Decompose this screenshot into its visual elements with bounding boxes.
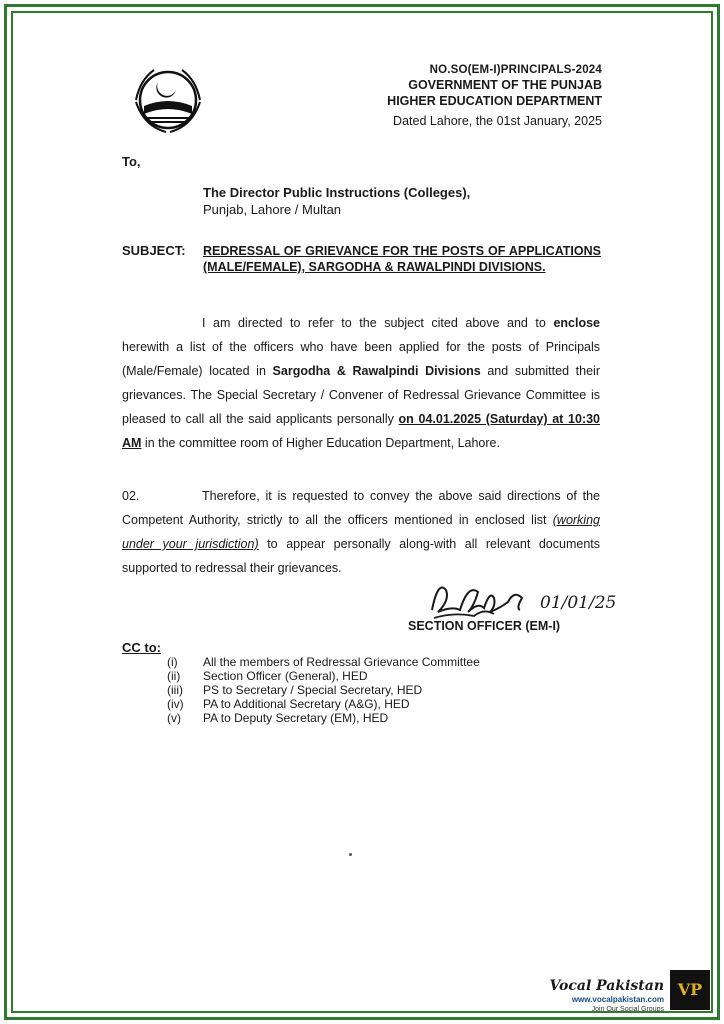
p1-divisions: Sargodha & Rawalpindi Divisions [272, 364, 481, 378]
cc-item [167, 711, 480, 725]
p1-text-4: in the committee room of Higher Education Department, Lahore. [141, 436, 500, 450]
cc-item-number: (i) [167, 655, 178, 669]
cc-list [167, 655, 480, 725]
cc-item [167, 697, 480, 711]
cc-item-text: All the members of Redressal Grievance Committee [203, 655, 480, 669]
cc-item [167, 655, 480, 669]
cc-label: CC to: [122, 640, 161, 655]
p2-number: 02. [122, 489, 140, 503]
p1-enclose: enclose [553, 316, 600, 330]
cc-item-text: PA to Additional Secretary (A&G), HED [203, 697, 410, 711]
signature-date: 01/01/25 [540, 593, 617, 613]
punjab-government-emblem-icon [128, 60, 208, 140]
cc-item-text: PS to Secretary / Special Secretary, HED [203, 683, 423, 697]
addressee-line-1: The Director Public Instructions (Colleges), [203, 185, 471, 200]
cc-item [167, 669, 480, 683]
cc-item-text: Section Officer (General), HED [203, 669, 368, 683]
p1-text-1: I am directed to refer to the subject cited above and to [202, 316, 554, 330]
scan-speck [349, 853, 352, 856]
letter-header [387, 64, 602, 128]
reference-number: NO.SO(EM-I)PRINCIPALS-2024 [429, 64, 602, 76]
addressee-line-2: Punjab, Lahore / Multan [203, 202, 342, 217]
p2-text-1: Therefore, it is requested to convey the above said directions of the Competent Authority, strictly to all the officers mentioned in enclosed list [122, 489, 600, 527]
subject-label: SUBJECT: [122, 243, 186, 258]
department-name: HIGHER EDUCATION DEPARTMENT [387, 94, 602, 108]
watermark-url: www.vocalpakistan.com [571, 995, 664, 1004]
watermark-logo-icon: VP [670, 970, 710, 1010]
watermark-brand: Vocal Pakistan [549, 978, 664, 994]
section-officer-title: SECTION OFFICER (EM-I) [408, 619, 561, 633]
p1-text-2: herewith a list of the officers who have been applied for the posts of Principals (Male/Female) located in [122, 340, 600, 378]
body-paragraph-1 [122, 311, 600, 455]
p1-text-3: and submitted their grievances. The Special Secretary / Convener of Redressal Grievance Committee is pleased to call all the said applicants personally [122, 364, 600, 426]
cc-item [167, 683, 480, 697]
government-name: GOVERNMENT OF THE PUNJAB [408, 78, 602, 92]
addressee-block [203, 184, 470, 218]
p1-meeting-date: on 04.01.2025 (Saturday) at 10:30 AM [122, 412, 601, 450]
subject-text: REDRESSAL OF GRIEVANCE FOR THE POSTS OF APPLICATIONS (MALE/FEMALE), SARGODHA & RAWALPINDI DIVISIONS. [203, 244, 601, 274]
to-label: To, [122, 154, 141, 169]
cc-item-number: (v) [167, 711, 181, 725]
watermark-join-text: Join Our Social Groups [591, 1006, 664, 1013]
body-paragraph-2 [122, 484, 600, 580]
p2-jurisdiction: (working under your jurisdiction) [122, 513, 600, 551]
cc-item-text: PA to Deputy Secretary (EM), HED [203, 711, 389, 725]
cc-item-number: (ii) [167, 669, 181, 683]
cc-item-number: (iii) [167, 683, 183, 697]
p2-text-2: to appear personally along-with all relevant documents supported to redressal their grievances. [122, 537, 601, 575]
cc-item-number: (iv) [167, 697, 184, 711]
letter-date: Dated Lahore, the 01st January, 2025 [393, 114, 602, 128]
